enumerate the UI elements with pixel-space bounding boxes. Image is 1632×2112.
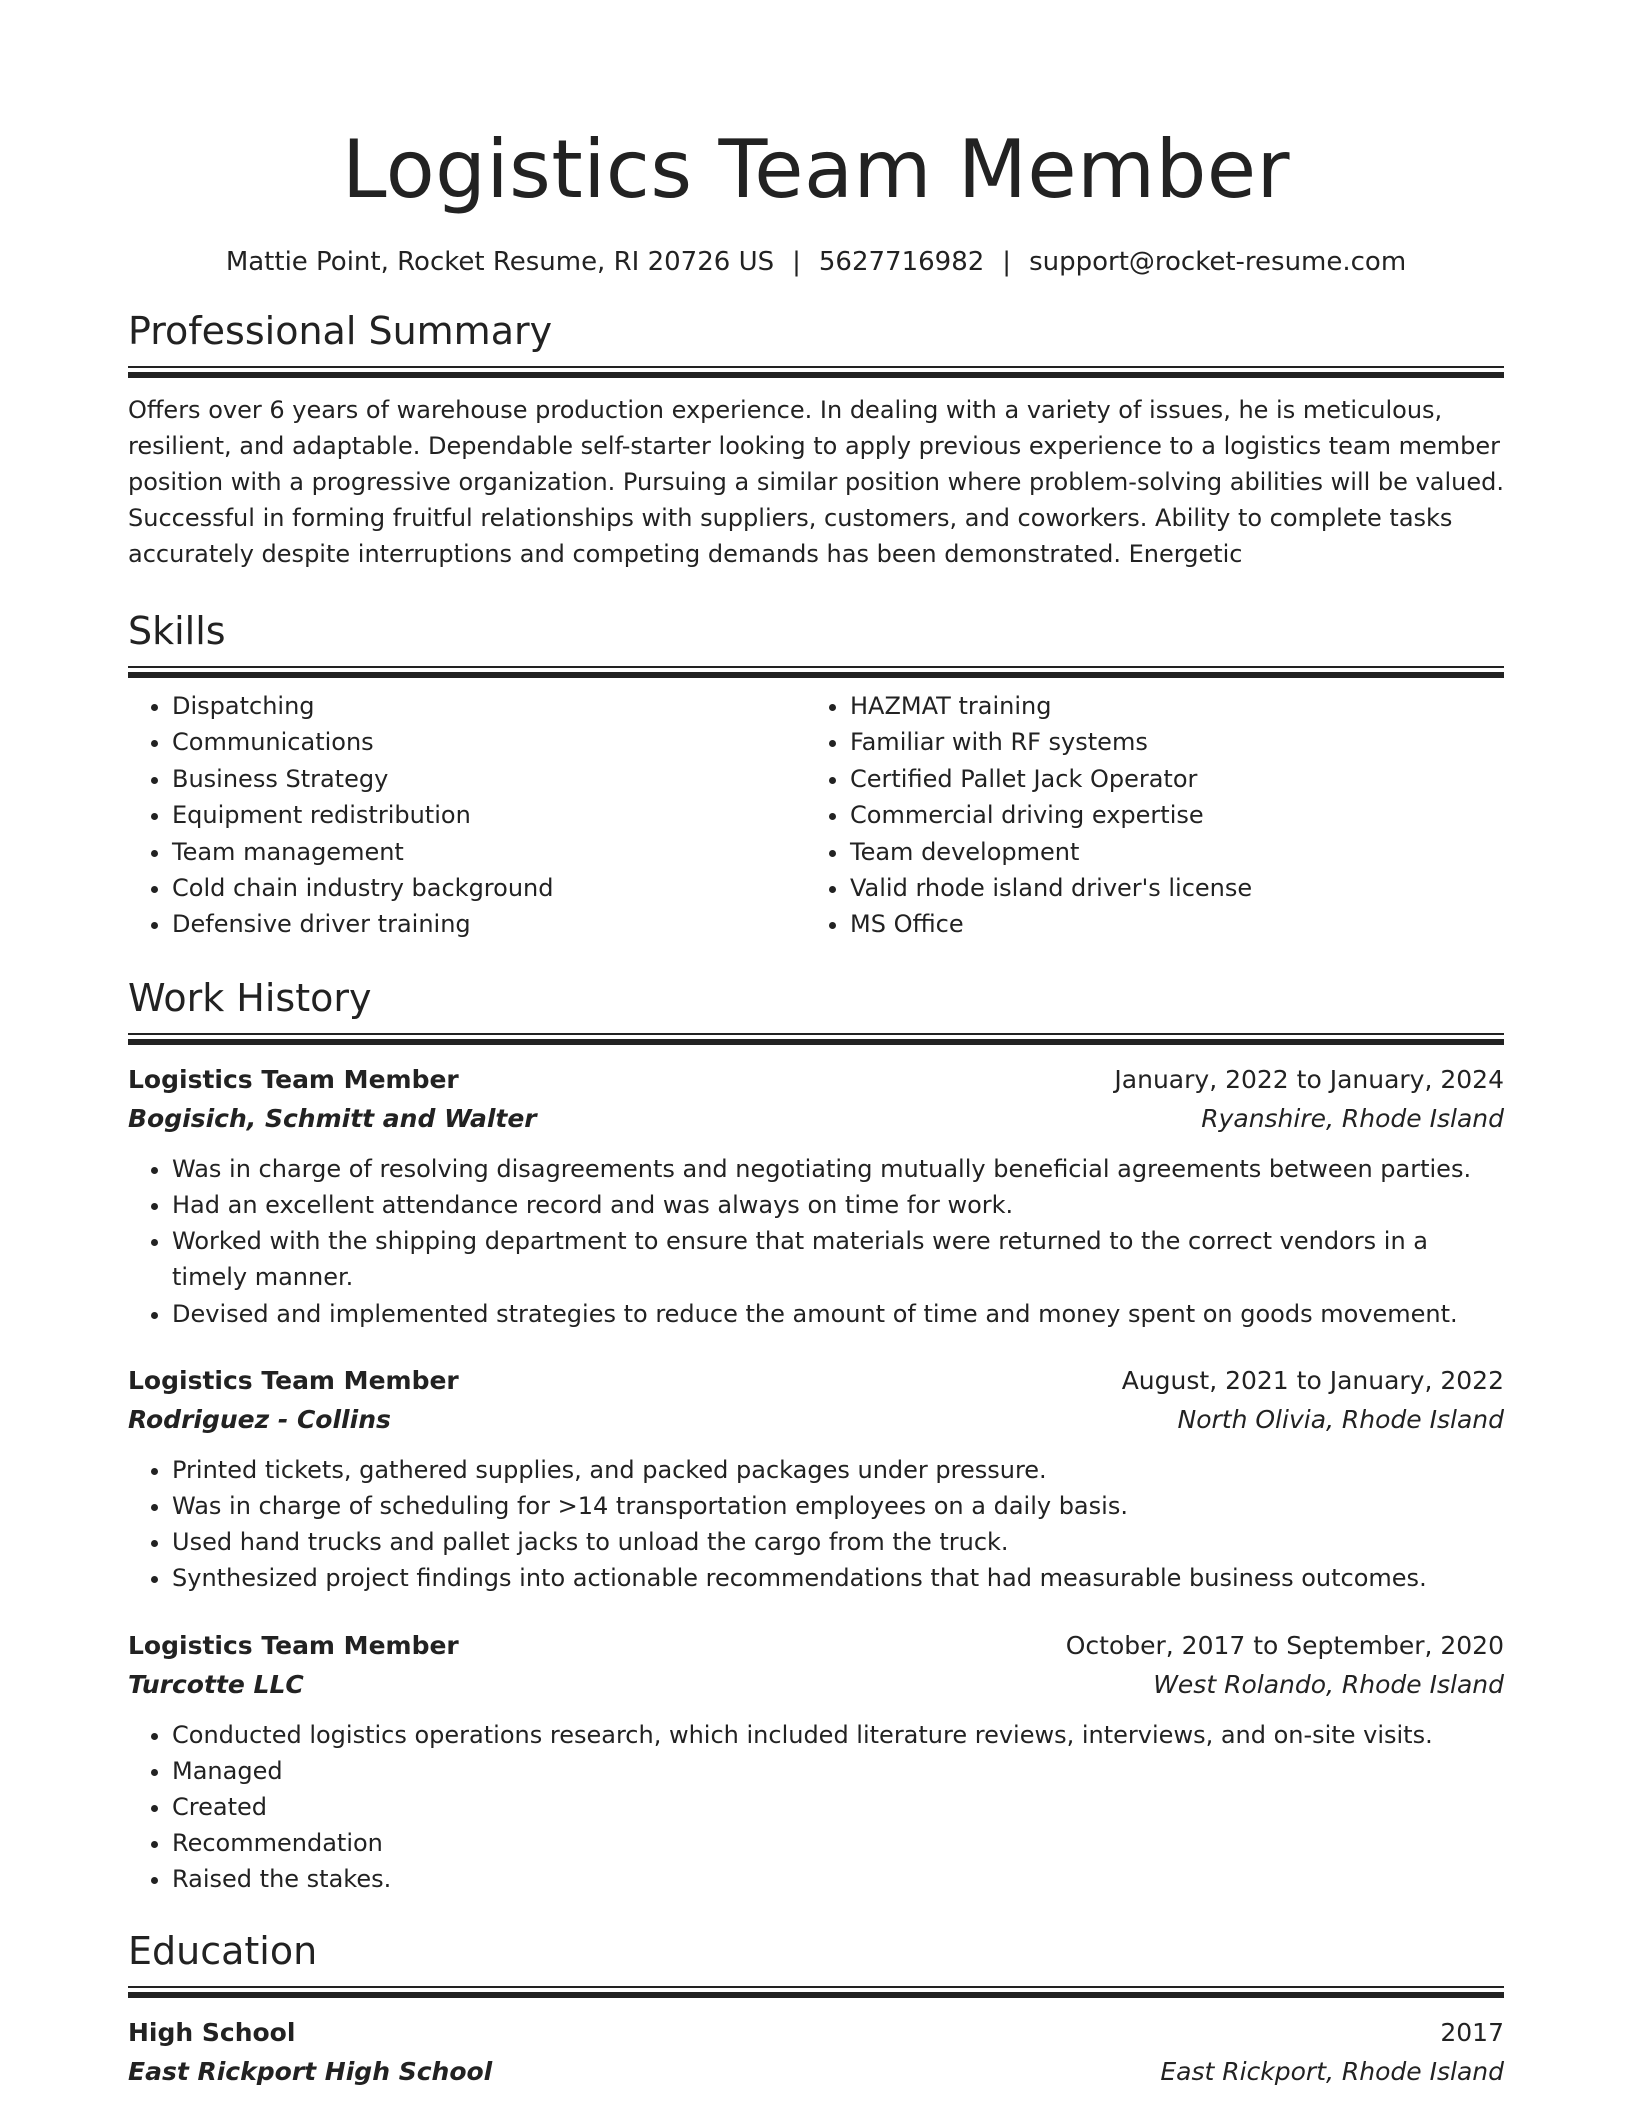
- resume-name: Logistics Team Member: [342, 123, 1290, 216]
- section-title-skills: Skills: [128, 609, 226, 653]
- job-entry: [128, 1061, 1504, 1332]
- contact-email: support@rocket-resume.com: [1029, 247, 1407, 277]
- job-entry: [128, 1627, 1504, 1898]
- contact-separator: |: [792, 247, 801, 277]
- education-header-row: [128, 2014, 1504, 2052]
- job-header-row: [128, 1627, 1504, 1665]
- contact-separator: |: [1002, 247, 1012, 277]
- job-dates: January, 2022 to January, 2024: [1114, 1064, 1504, 1094]
- skill-item: • Certified Pallet Jack Operator: [850, 761, 1484, 797]
- education-section: [128, 1926, 1504, 2092]
- skill-item: • Defensive driver training: [172, 906, 806, 942]
- job-bullet: • Devised and implemented strategies to reduce the amount of time and money spent on goods movement.: [172, 1296, 1504, 1332]
- resume-page: [128, 0, 1504, 2092]
- education-year: 2017: [1440, 2017, 1504, 2047]
- skill-item: • Team management: [172, 834, 806, 870]
- job-company-row: [128, 1665, 1504, 1705]
- job-company: Rodriguez - Collins: [128, 1404, 391, 1434]
- job-entry: [128, 1362, 1504, 1597]
- job-company-row: [128, 1400, 1504, 1440]
- job-bullet: • Was in charge of resolving disagreements and negotiating mutually beneficial agreements between parties.: [172, 1151, 1504, 1187]
- job-bullet: • Had an excellent attendance record and was always on time for work.: [172, 1187, 1504, 1223]
- summary-text: Offers over 6 years of warehouse production experience. In dealing with a variety of issues, he is meticulous, resilient, and adaptable. Dependable self-starter looking to apply previous experience to a logistics team member position with a progressive organization. Pursuing a similar position where problem-solving abilities will be valued. Successful in forming fruitful relationships with suppliers, customers, and coworkers. Ability to complete tasks accurately despite interruptions and competing demands has been demonstrated. Energetic: [128, 396, 1504, 568]
- job-bullet: • Synthesized project findings into actionable recommendations that had measurable business outcomes.: [172, 1560, 1504, 1596]
- job-bullets: [128, 1151, 1504, 1332]
- education-school-row: [128, 2052, 1504, 2092]
- job-bullet: • Recommendation: [172, 1825, 1504, 1861]
- skill-item: • Business Strategy: [172, 761, 806, 797]
- job-bullets: [128, 1452, 1504, 1597]
- job-company: Turcotte LLC: [128, 1669, 304, 1699]
- skills-list-right: [806, 688, 1484, 943]
- skill-item: • HAZMAT training: [850, 688, 1484, 724]
- section-title-education: Education: [128, 1928, 318, 1973]
- section-divider: [128, 1986, 1504, 1998]
- summary-section: [128, 306, 1504, 572]
- section-divider: [128, 666, 1504, 678]
- job-title: Logistics Team Member: [128, 1365, 459, 1395]
- job-bullet: • Printed tickets, gathered supplies, and packed packages under pressure.: [172, 1452, 1504, 1488]
- skills-list-left: [128, 688, 806, 943]
- contact-phone: 5627716982: [818, 247, 985, 277]
- education-degree: High School: [128, 2017, 296, 2047]
- job-bullet: • Managed: [172, 1753, 1504, 1789]
- skills-columns: [128, 688, 1504, 943]
- skill-item: • Dispatching: [172, 688, 806, 724]
- work-history-section: [128, 973, 1504, 1898]
- job-location: North Olivia, Rhode Island: [1177, 1404, 1504, 1434]
- skill-item: • Familiar with RF systems: [850, 724, 1484, 760]
- skill-item: • MS Office: [850, 906, 1484, 942]
- job-bullet: • Was in charge of scheduling for >14 transportation employees on a daily basis.: [172, 1488, 1504, 1524]
- skill-item: • Commercial driving expertise: [850, 797, 1484, 833]
- contact-address: Mattie Point, Rocket Resume, RI 20726 US: [225, 247, 775, 277]
- section-divider: [128, 366, 1504, 378]
- job-bullets: [128, 1717, 1504, 1898]
- section-title-work-history: Work History: [128, 975, 372, 1020]
- job-header-row: [128, 1362, 1504, 1400]
- job-company-row: [128, 1099, 1504, 1139]
- job-title: Logistics Team Member: [128, 1630, 459, 1660]
- education-entry: [128, 2014, 1504, 2092]
- job-header-row: [128, 1061, 1504, 1099]
- skill-item: • Valid rhode island driver's license: [850, 870, 1484, 906]
- skill-item: • Equipment redistribution: [172, 797, 806, 833]
- education-location: East Rickport, Rhode Island: [1160, 2056, 1504, 2086]
- job-title: Logistics Team Member: [128, 1064, 459, 1094]
- section-divider: [128, 1033, 1504, 1045]
- job-location: Ryanshire, Rhode Island: [1201, 1103, 1504, 1133]
- skill-item: • Team development: [850, 834, 1484, 870]
- job-company: Bogisich, Schmitt and Walter: [128, 1103, 537, 1133]
- skills-section: [128, 606, 1504, 943]
- job-bullet: • Raised the stakes.: [172, 1861, 1504, 1897]
- job-bullet: • Used hand trucks and pallet jacks to unload the cargo from the truck.: [172, 1524, 1504, 1560]
- job-bullet: • Worked with the shipping department to ensure that materials were returned to the correct vendors in a timely manner.: [172, 1223, 1504, 1295]
- skill-item: • Communications: [172, 724, 806, 760]
- job-dates: October, 2017 to September, 2020: [1065, 1630, 1504, 1660]
- skill-item: • Cold chain industry background: [172, 870, 806, 906]
- education-school: East Rickport High School: [128, 2056, 493, 2086]
- contact-line: [128, 244, 1504, 280]
- job-bullet: • Created: [172, 1789, 1504, 1825]
- job-bullet: • Conducted logistics operations research, which included literature reviews, interviews, and on-site visits.: [172, 1717, 1504, 1753]
- job-dates: August, 2021 to January, 2022: [1121, 1365, 1504, 1395]
- job-location: West Rolando, Rhode Island: [1153, 1669, 1504, 1699]
- section-title-summary: Professional Summary: [128, 309, 553, 353]
